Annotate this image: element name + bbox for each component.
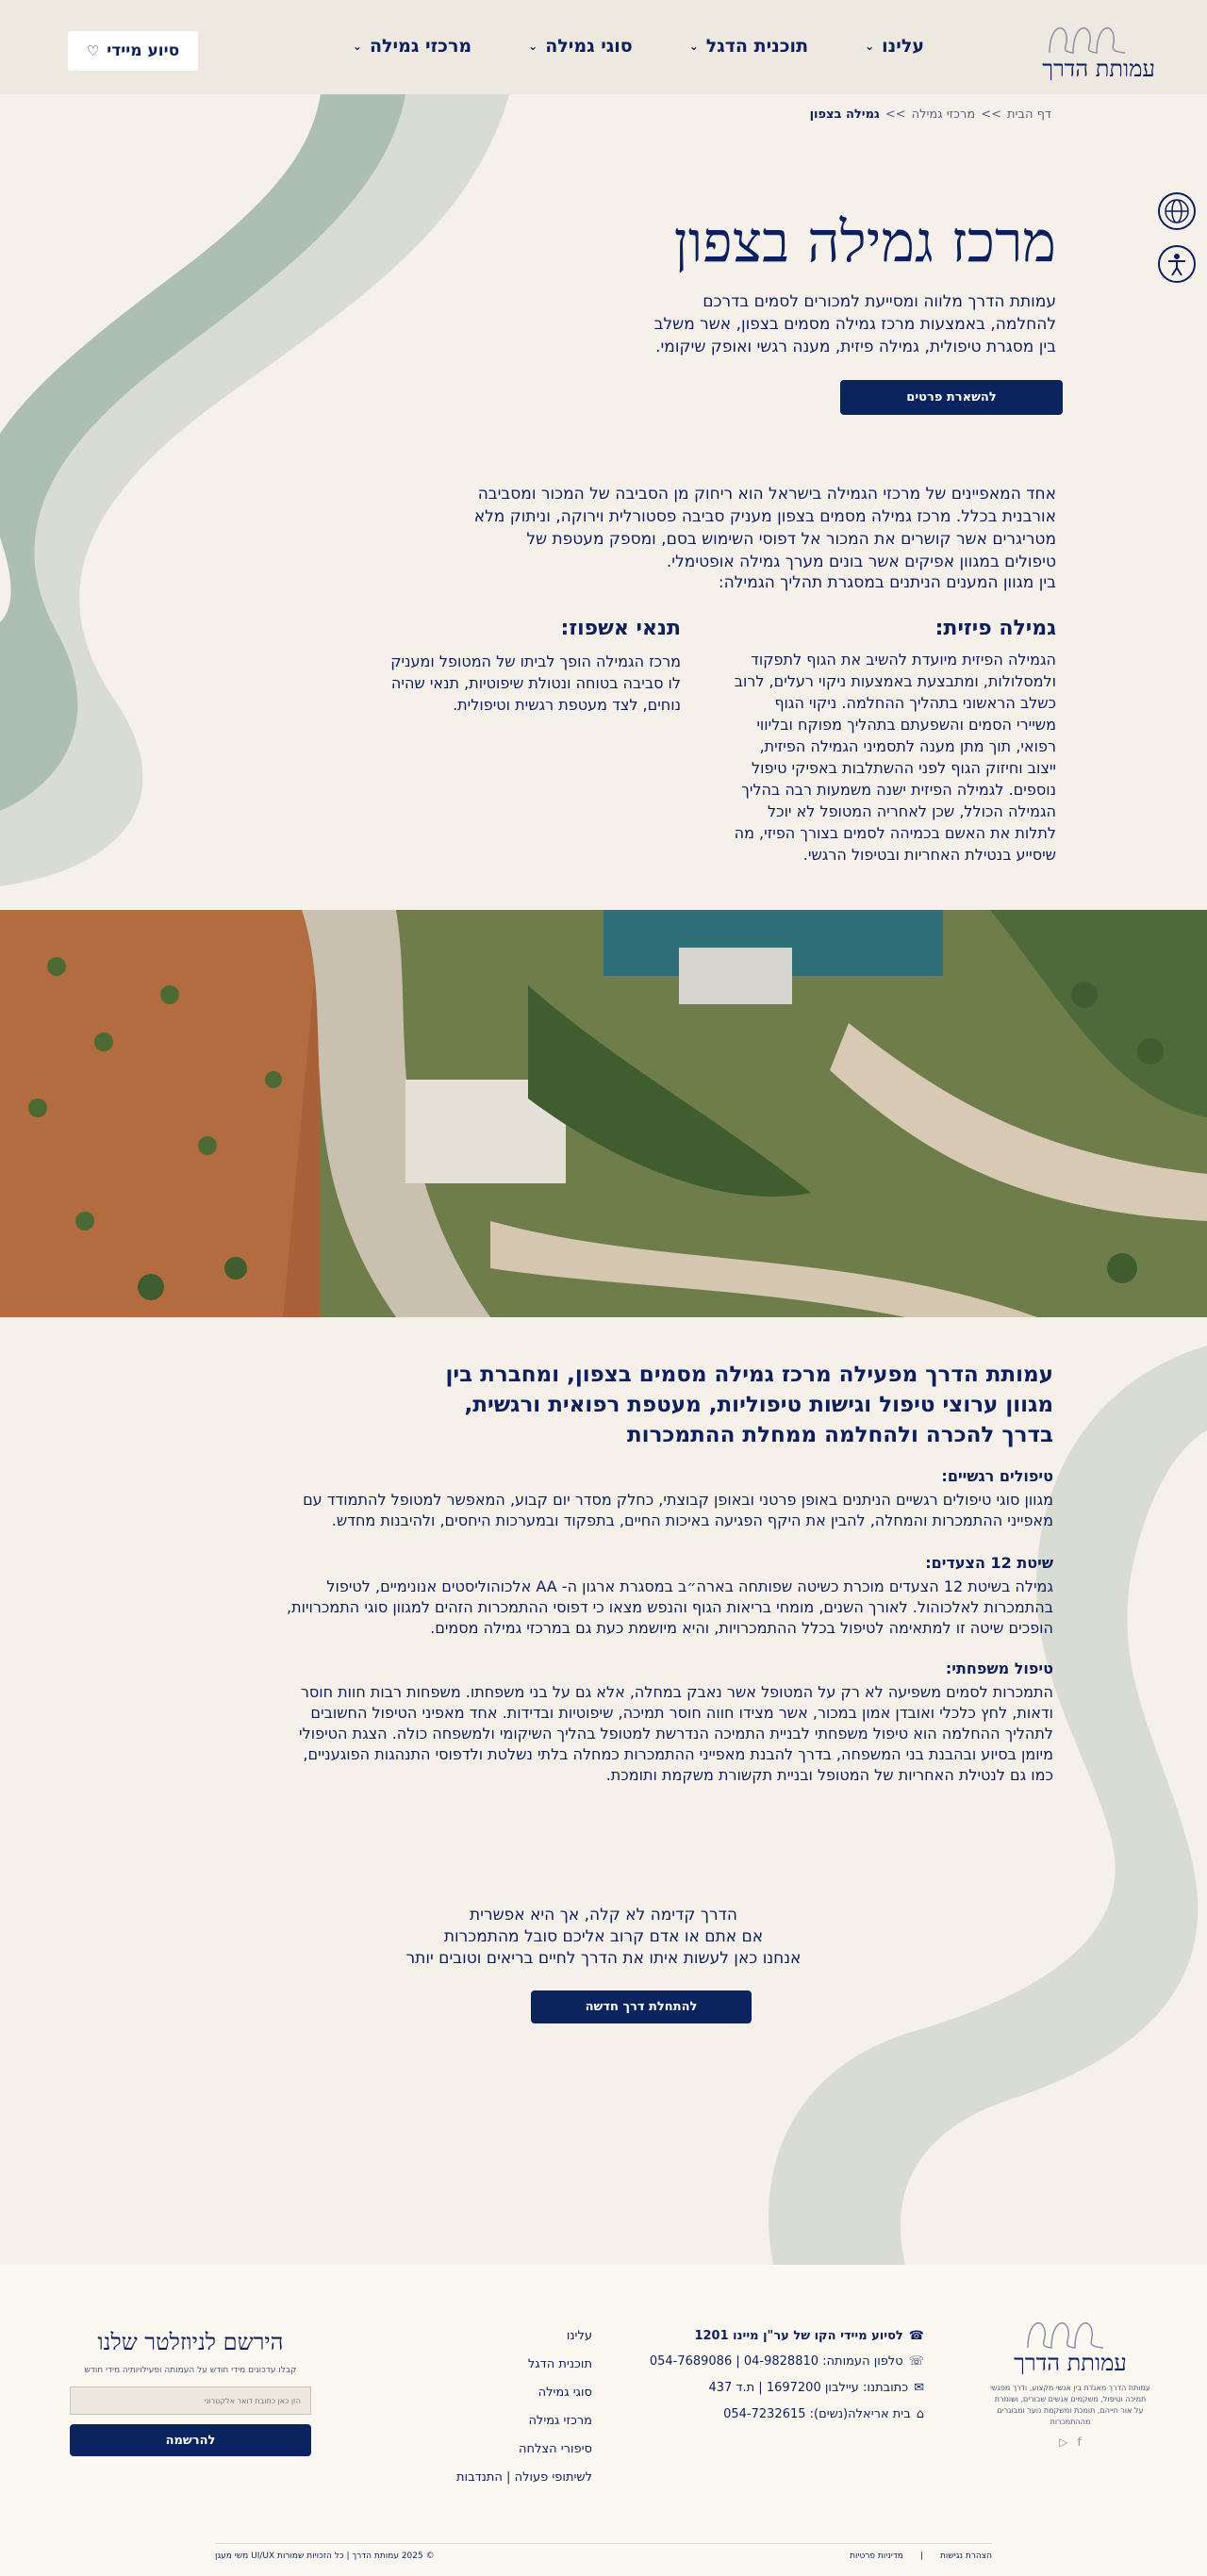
copyright: © 2025 עמותת הדרך | כל הזכויות שמורות UI/UX משי מעגן (215, 2551, 435, 2561)
help-icon: ☎ (908, 2329, 924, 2343)
breadcrumb-separator: >> (885, 107, 906, 122)
about-paragraph-2: בין מגוון המענים הניתנים במסגרת תהליך הגמילה: (718, 573, 1056, 592)
page-title: מרכז גמילה בצפון (673, 209, 1056, 275)
newsletter-submit-button[interactable]: להרשמה (70, 2424, 311, 2456)
footer-logo-text: עמותת הדרך (1014, 2350, 1127, 2376)
chevron-down-icon: ⌄ (865, 40, 875, 53)
footer-logo[interactable] (990, 2312, 1150, 2449)
breadcrumb-separator: >> (981, 107, 1001, 122)
contact-address: כתובתנו: עיילבון 1697200 | ת.ד 437 (708, 2381, 909, 2395)
logo-loops-icon (990, 2312, 1150, 2350)
main-nav (353, 36, 924, 57)
nav-item-flagship[interactable] (689, 36, 808, 57)
home-icon: ⌂ (916, 2407, 924, 2421)
site-header (0, 0, 1207, 94)
housing-text: מרכז הגמילה הופך לביתו של המטופל ומעניק לו סביבה בטוחה ונטולת שיפוטיות, תנאי שהיה נוחים, לצד מעטפת רגשית וטיפולית. (390, 652, 681, 714)
phone-icon: ☏ (908, 2354, 924, 2369)
leave-details-label: להשארת פרטים (906, 390, 997, 405)
footer-tagline: עמותת הדרך מאגדת בין אנשי מקצוע, ודרך מפגשי תמיכה וטיפול, משקמים אנשים שבורים, ושומרת על אור חייהם, תומכת ומשקמת נוער ומבוגרים מההתמכרות (990, 2384, 1150, 2426)
breadcrumb-home[interactable]: דף הבית (1006, 107, 1051, 122)
aerial-landscape-image (0, 910, 1207, 1317)
nav-item-rehab-centers[interactable] (353, 36, 471, 57)
nav-item-about[interactable] (865, 36, 924, 57)
nav-label: עלינו (882, 36, 924, 57)
new-path-label: להתחלת דרך חדשה (585, 2000, 698, 2014)
social-links (990, 2436, 1150, 2449)
logo-text: עמותת הדרך (1042, 56, 1155, 82)
background-wave-top (0, 94, 528, 886)
chevron-down-icon: ⌄ (352, 40, 362, 53)
physical-rehab-title: גמילה פיזית: (934, 617, 1056, 640)
footer-link-rehab-types[interactable]: סוגי גמילה (537, 2386, 592, 2400)
logo[interactable] (1014, 17, 1155, 83)
nav-label: סוגי גמילה (545, 36, 633, 57)
emotional-therapy-text: מגוון סוגי טיפולים רגשיים הניתנים באופן פרטני ובאופן קבוצתי, כחלק מסדר יום קבוע, המאפשר למטופל להתמודד עם מאפייני ההתמכרות והמחלה, להבין את היקף הפגיעה באיכות החיים, בתפקוד ובמערכות היחסים, ולהיבנות מחדש. (303, 1491, 1053, 1529)
divider: | (919, 2551, 923, 2561)
chevron-down-icon: ⌄ (528, 40, 538, 53)
family-therapy-text: התמכרות לסמים משפיעה לא רק על המטופל אשר נאבק במחלה, אלא גם על בני משפחתו. משפחות רבות חוות חוסר ודאות, לחץ כלכלי ואובדן אמון במכור, אשר מצידו חווה חוסר תמיכה, שיפוטיות ובדידות. אחד מאפיני הטיפול החשובים לתהליך ההחלמה הוא טיפול משפחתי לבניית התמיכה הנדרשת למטופל בהליך השיקומי ולמשפחה כולה. הצגת הטיפולי מיומן בסיוע ובהבנת בני המשפחה, בדרך להבנת מאפייני ההתמכרות כמחלה בלתי נשלטת ולדפוסי התנהגות הפוגעניים, כמו גם לנטילת האחריות של המטופל ובניית תקשורת משקמת ותומכת. (299, 1683, 1053, 1784)
privacy-policy-link[interactable]: מדיניות פרטיות (850, 2551, 903, 2561)
footer-link-flagship[interactable]: תוכנית הדגל (527, 2357, 592, 2371)
footer-links (441, 2329, 592, 2499)
aerial-photo (0, 910, 1207, 1317)
background-wave-bottom (717, 1317, 1207, 2265)
breadcrumb-current: גמילה בצפון (809, 107, 880, 122)
newsletter-email-input[interactable] (70, 2386, 311, 2415)
accessibility-statement-link[interactable]: הצהרת נגישות (939, 2551, 992, 2561)
nav-item-rehab-types[interactable] (528, 36, 633, 57)
logo-loops-icon (1040, 17, 1134, 55)
footer-link-about[interactable]: עלינו (566, 2329, 592, 2343)
accessibility-icon[interactable] (1158, 245, 1196, 283)
closing-line: הדרך קדימה לא קלה, אך היא אפשרית (470, 1906, 737, 1924)
footer-link-volunteer[interactable]: לשיתופי פעולה | התנדבות (455, 2470, 592, 2485)
newsletter-title: הירשם לניוזלטר שלנו (97, 2329, 284, 2355)
section2-title: עמותת הדרך מפעילה מרכז גמילה מסמים בצפון, ומחברת בין מגוון ערוצי טיפול וגישות טיפוליות, מעטפת רפואית ורגשית, בדרך להכרה ולהחלמה ממחלת ההתמכרות (445, 1362, 1053, 1447)
footer-link-rehab-centers[interactable]: מרכזי גמילה (528, 2414, 592, 2428)
about-paragraph: אחד המאפיינים של מרכזי הגמילה בישראל הוא ריחוק מן הסביבה של המכור ומסביבה אורבנית בכלל. מרכז גמילה מסמים בצפון מעניק סביבה פסטורלית וירוקה, וניתוק מלא מטריגרים אשר קושרים את המכור אל דפוסי השימוש בסם, ומספק מעטפת של טיפולים במגוון אפיקים אשר בונים מערך גמילה אופטימלי. (473, 485, 1056, 571)
nav-label: מרכזי גמילה (369, 36, 472, 57)
heart-hand-icon: ♡ (86, 42, 100, 59)
facebook-icon[interactable]: f (1077, 2436, 1082, 2449)
newsletter (70, 2329, 311, 2456)
footer-contact (649, 2329, 924, 2434)
footer-link-success-stories[interactable]: סיפורי הצלחה (519, 2442, 592, 2456)
closing-line: אנחנו כאן לעשות איתו את הדרך לחיים בריאים וטובים יותר (405, 1949, 802, 1968)
mailbox-icon: ✉ (914, 2381, 924, 2395)
closing-text (321, 1905, 886, 1970)
footer-bottom-links (850, 2551, 992, 2561)
hero-intro: עמותת הדרך מלווה ומסייעת למכורים לסמים בדרכם להחלמה, באמצעות מרכז גמילה מסמים בצפון, אשר משלב בין מסגרת טיפולית, גמילה פיזית, מענה רגשי ואופק שיקומי. (653, 292, 1056, 356)
twelve-steps-title: שיטת 12 הצעדים: (925, 1554, 1053, 1572)
family-therapy-title: טיפול משפחתי: (945, 1660, 1053, 1677)
twelve-steps-text: גמילה בשיטת 12 הצעדים מוכרת כשיטה שפותחה בארה״ב במסגרת ארגון ה- AA אלכוהוליסטים אנונימיים, לטיפול בהתמכרות לאלכוהול. לאורך השנים, מומחי בריאות הגוף והנפש מצאו כי דפוסי ההתמכרות הזהים למגוון סוגי התמכרויות, הופכים שיטה זו למתאימה לטיפול בכלל ההתמכרויות, והיא מיושמת כעת גם במרכזי גמילה מסמים. (287, 1577, 1053, 1637)
newsletter-subtitle: קבלו עדכונים מידי חודש על העמותה ופעילויותיה מידי חודש (84, 2366, 297, 2375)
site-footer (0, 2265, 1207, 2576)
breadcrumb-parent[interactable]: מרכזי גמילה (911, 107, 976, 122)
contact-women-house[interactable]: בית אריאלה(נשים): 054-7232615 (723, 2407, 911, 2421)
language-globe-icon[interactable] (1158, 192, 1196, 230)
contact-phone[interactable]: טלפון העמותה: 04-9828810 | 054-7689086 (649, 2354, 903, 2369)
leave-details-button[interactable] (840, 380, 1063, 415)
physical-rehab-text: הגמילה הפיזית מיועדת להשיב את הגוף לתפקוד ולמסלולות, ומתבצעת באמצעות ניקוי רעלים, לרוב כשלב הראשוני בתהליך ההחלמה. ניקוי הגוף משיירי הסמים והשפעתם בתהליך מפוקח ובליווי רפואי, תוך מתן מענה לתסמיני הגמילה הפיזית, ייצוב וחיזוק הגוף לפני ההשתלבות באפיקי טיפול נוספים. לגמילה הפיזית ישנה משמעות רבה בהליך הגמילה הכולל, שכן לאחריה המטופל לא יוכל לתלות את האשם בכמיהה לסמים בצורך הפיזי, מה שיסייע בנטילת האחריות ובטיפול הרגשי. (734, 651, 1056, 864)
footer-bottom-bar (215, 2543, 992, 2561)
new-path-button[interactable] (531, 1990, 752, 2023)
help-button-label: סיוע מיידי (107, 41, 180, 60)
closing-line: אם אתם או אדם קרוב אליכם סובל מהתמכרות (443, 1927, 764, 1946)
nav-label: תוכנית הדגל (705, 36, 809, 57)
housing-title: תנאי אשפוז: (560, 617, 681, 640)
chevron-down-icon: ⌄ (688, 40, 699, 53)
emotional-therapy-title: טיפולים רגשיים: (941, 1467, 1053, 1485)
contact-title: לסיוע מיידי הקו של ער"ן מיינו 1201 (694, 2329, 903, 2343)
immediate-help-button[interactable] (68, 31, 198, 71)
youtube-icon[interactable]: ▷ (1059, 2436, 1068, 2449)
breadcrumb (810, 107, 1051, 122)
